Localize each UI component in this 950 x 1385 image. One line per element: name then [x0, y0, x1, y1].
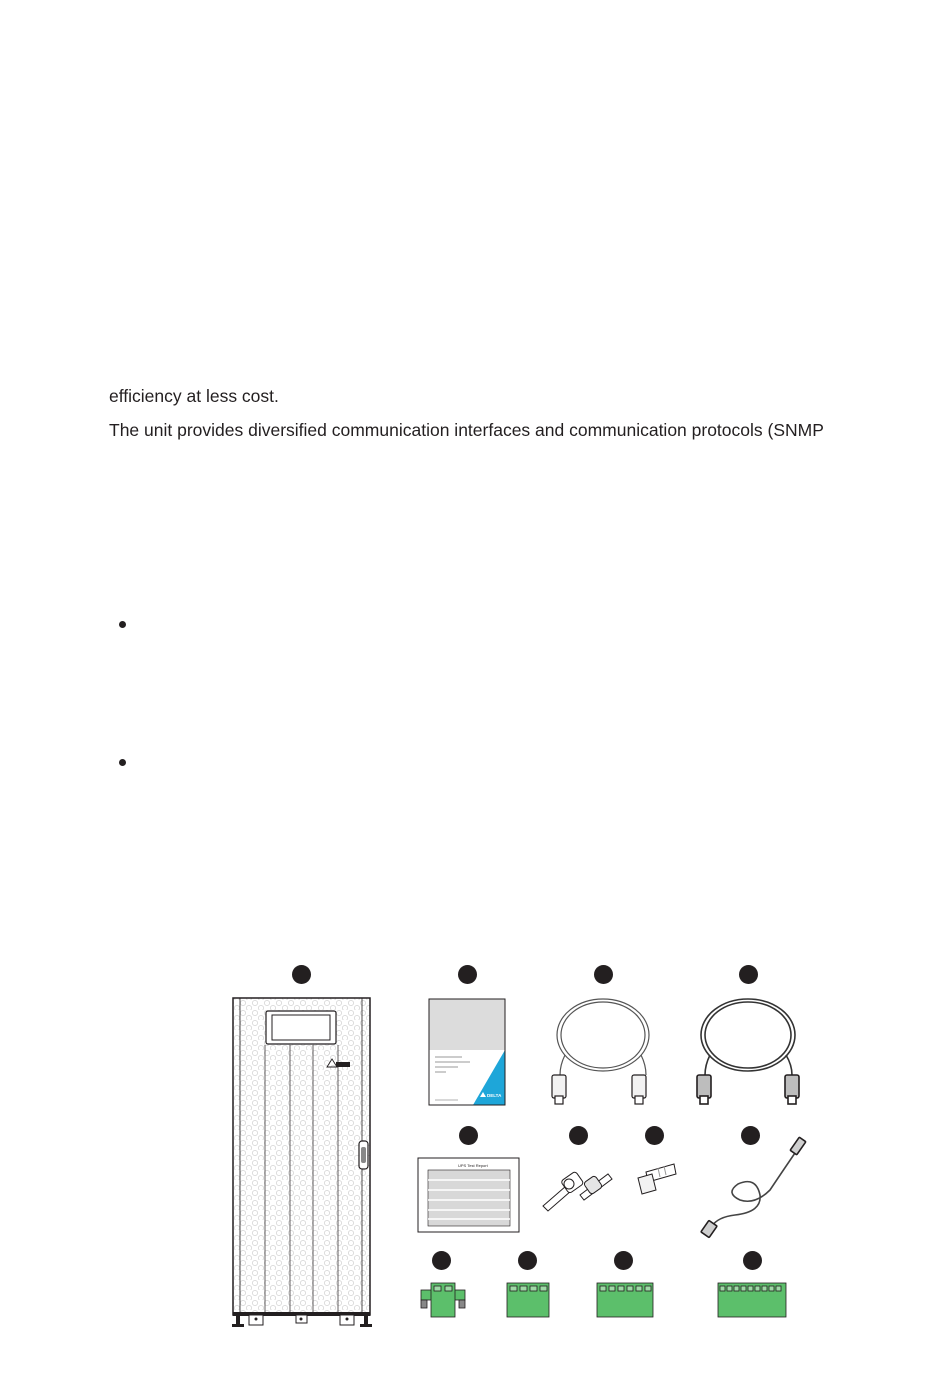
terminal-block-6pin-drawing	[597, 1283, 653, 1317]
screw-drawing	[638, 1164, 676, 1194]
user-manual-drawing	[429, 999, 505, 1105]
test-report-heading: UPS Test Report	[458, 1163, 488, 1168]
keys-drawing	[543, 1171, 612, 1211]
rs232-cable-light-drawing	[552, 999, 649, 1104]
terminal-block-10pin-drawing	[718, 1283, 786, 1317]
text-line-1: efficiency at less cost.	[109, 386, 279, 406]
ups-cabinet-drawing	[232, 998, 372, 1327]
usb-cable-drawing	[701, 1137, 806, 1237]
terminal-block-2pin-drawing	[421, 1283, 465, 1317]
manual-logo-text: DELTA	[487, 1093, 502, 1098]
terminal-block-4pin-drawing	[507, 1283, 549, 1317]
test-report-drawing	[418, 1158, 519, 1232]
text-line-2: The unit provides diversified communication interfaces and communication protocols (SNMP	[109, 420, 824, 440]
rs232-cable-dark-drawing	[697, 999, 799, 1104]
